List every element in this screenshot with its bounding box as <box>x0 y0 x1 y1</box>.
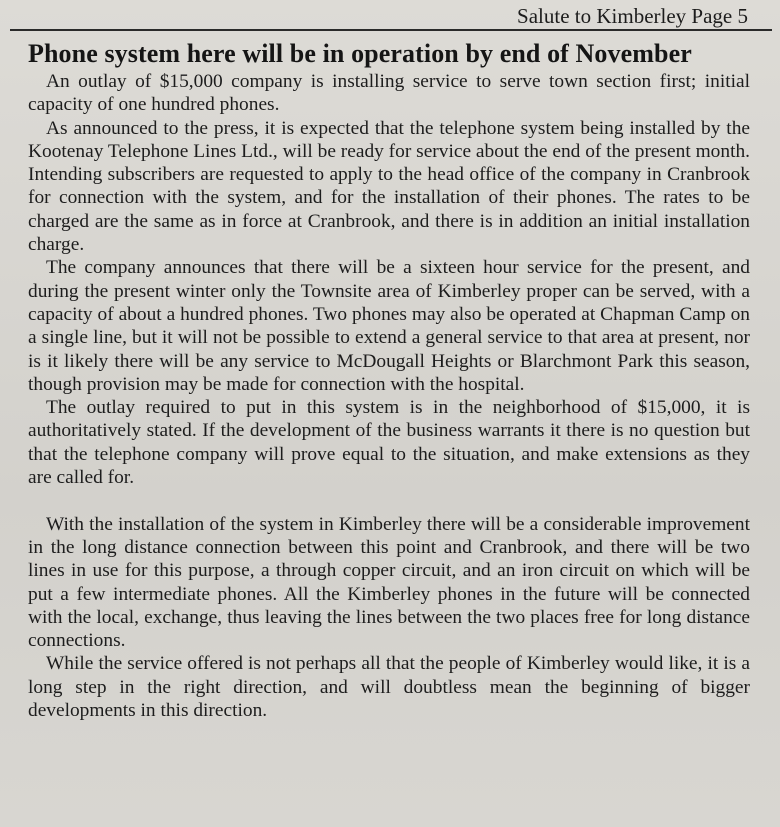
paragraph: As announced to the press, it is expected that the telephone system being installed by the Kootenay Telephone Lines Ltd., will be ready for service about the end of the present month. Intending subscribers are requested to apply to the head office of the company in Cranbrook for connection with the system, and for the installation of their phones. The rates to be charged are the same as in force at Cranbrook, and there is in addition an initial installation charge. <box>28 117 750 256</box>
article <box>28 38 750 722</box>
paragraph: The company announces that there will be a sixteen hour service for the present, and during the present winter only the Townsite area of Kimberley proper can be served, with a capacity of about a hundred phones. Two phones may also be operated at Chapman Camp on a single line, but it will not be possible to extend a general service to that area at present, nor is it likely there will be any service to McDougall Heights or Blarchmont Park this season, though provision may be made for connection with the hospital. <box>28 257 750 395</box>
paragraph: While the service offered is not perhaps all that the people of Kimberley would like, it is a long step in the right direction, and will doubtless mean the beginning of bigger developments in this direction. <box>28 653 750 722</box>
paragraph: The outlay required to put in this system is in the neighborhood of $15,000, it is authoritatively stated. If the development of the business warrants it there is no question but that the telephone company will prove equal to the situation, and make extensions as they are called for. <box>28 397 750 489</box>
running-header: Salute to Kimberley Page 5 <box>517 4 748 28</box>
paragraph-subhead: An outlay of $15,000 company is installing service to serve town section first; initial capacity of one hundred phones. <box>28 71 750 116</box>
paragraph: With the installation of the system in Kimberley there will be a considerable improvement in the long distance connection between this point and Cranbrook, and there will be two lines in use for this purpose, a through copper circuit, and an iron circuit on which will be put a few intermediate phones. All the Kimberley phones in the future will be connected with the local, exchange, thus leaving the lines between the two places free for long distance connections. <box>28 513 750 652</box>
headline: Phone system here will be in operation by end of November <box>28 39 692 68</box>
article-body <box>28 70 750 722</box>
header-rule <box>10 29 772 31</box>
